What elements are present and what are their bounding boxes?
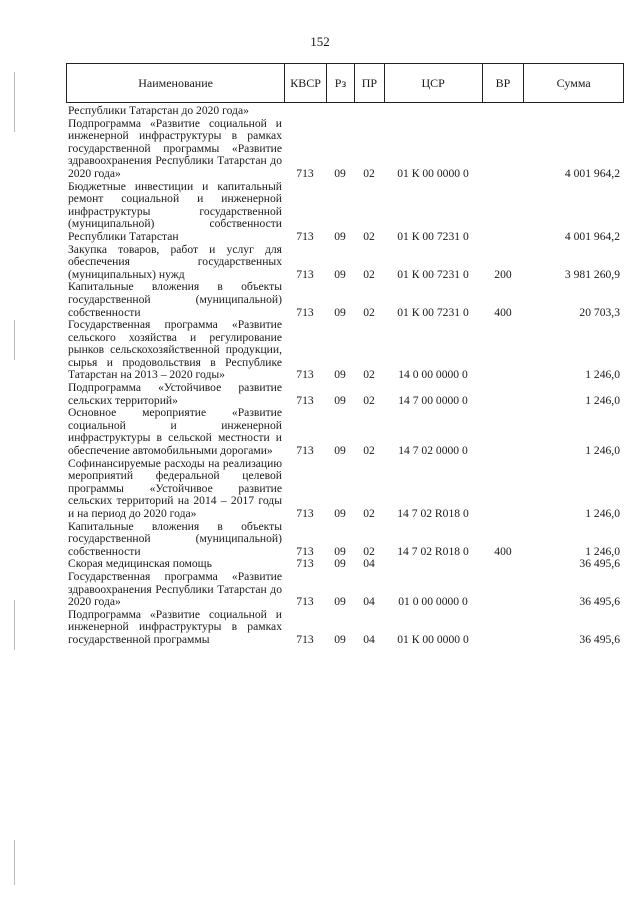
row-pr: 02 bbox=[363, 544, 375, 558]
header-vr: ВР bbox=[482, 64, 524, 102]
row-pr: 04 bbox=[363, 632, 375, 646]
row-vr: 200 bbox=[494, 267, 512, 281]
row-kvsr: 713 bbox=[296, 267, 314, 281]
row-name: Скорая медицинская помощь bbox=[68, 557, 212, 571]
table-row bbox=[66, 181, 624, 244]
row-sum: 1 246,0 bbox=[585, 368, 620, 382]
row-pr: 02 bbox=[363, 393, 375, 407]
row-pr: 04 bbox=[363, 595, 375, 609]
row-pr: 02 bbox=[363, 267, 375, 281]
table-row bbox=[66, 281, 624, 319]
header-sum: Сумма bbox=[523, 64, 623, 102]
row-rz: 09 bbox=[334, 544, 346, 558]
row-kvsr: 713 bbox=[296, 444, 314, 458]
row-kvsr: 713 bbox=[296, 595, 314, 609]
row-name: Подпрограмма «Развитие социальной и инженерной инфраструктуры в рамках государственной программы bbox=[68, 607, 282, 646]
row-kvsr: 713 bbox=[296, 393, 314, 407]
row-sum: 1 246,0 bbox=[585, 507, 620, 520]
header-rz: Рз bbox=[326, 64, 354, 102]
row-rz: 09 bbox=[334, 267, 346, 281]
table-row bbox=[66, 382, 624, 407]
row-csr: 01 К 00 7231 0 bbox=[397, 305, 469, 319]
scan-mark bbox=[14, 72, 15, 132]
row-sum: 36 495,6 bbox=[579, 557, 620, 571]
row-pr: 02 bbox=[363, 368, 375, 382]
row-kvsr: 713 bbox=[296, 544, 314, 558]
header-pr: ПР bbox=[354, 64, 384, 102]
header-csr: ЦСР bbox=[384, 64, 482, 102]
row-pr: 04 bbox=[363, 557, 375, 571]
row-csr: 01 К 00 0000 0 bbox=[397, 632, 469, 646]
table-row bbox=[66, 105, 624, 118]
row-csr: 14 7 02 R018 0 bbox=[397, 544, 469, 558]
row-kvsr: 713 bbox=[296, 305, 314, 319]
row-sum: 1 246,0 bbox=[585, 393, 620, 407]
row-pr: 02 bbox=[363, 229, 375, 243]
row-sum: 3 981 260,9 bbox=[564, 267, 620, 281]
row-name: Основное мероприятие «Развитие социальной и инженерной инфраструктуры в сельской местности и обеспечение автомобильными дорогами» bbox=[68, 406, 282, 458]
table-row bbox=[66, 244, 624, 282]
row-csr: 01 К 00 0000 0 bbox=[397, 166, 469, 180]
row-name: Подпрограмма «Развитие социальной и инженерной инфраструктуры в рамках государственной программы «Развитие здравоохранения Республики Татарстан до 2020 года» bbox=[68, 116, 282, 180]
row-kvsr: 713 bbox=[296, 632, 314, 646]
table-row bbox=[66, 609, 624, 647]
row-sum: 20 703,3 bbox=[579, 305, 620, 319]
table-header bbox=[66, 63, 624, 103]
header-kvsr: КВСР bbox=[284, 64, 326, 102]
table-row bbox=[66, 571, 624, 609]
row-rz: 09 bbox=[334, 305, 346, 319]
row-csr: 01 0 00 0000 0 bbox=[398, 595, 468, 609]
table-row bbox=[66, 407, 624, 457]
row-rz: 09 bbox=[334, 368, 346, 382]
row-pr: 02 bbox=[363, 166, 375, 180]
row-rz: 09 bbox=[334, 595, 346, 609]
row-kvsr: 713 bbox=[296, 166, 314, 180]
row-sum: 1 246,0 bbox=[585, 544, 620, 558]
row-name: Государственная программа «Развитие сельского хозяйства и регулирование рынков сельскохозяйственной продукции, сырья и продовольствия в Республике Татарстан на 2013 – 2020 годы» bbox=[68, 318, 282, 382]
row-csr: 14 7 02 0000 0 bbox=[398, 444, 468, 458]
row-name: Государственная программа «Развитие здравоохранения Республики Татарстан до 2020 года» bbox=[68, 569, 282, 609]
row-rz: 09 bbox=[334, 393, 346, 407]
scan-mark bbox=[14, 320, 15, 360]
row-name: Республики Татарстан до 2020 года» bbox=[68, 104, 249, 117]
row-rz: 09 bbox=[334, 444, 346, 458]
row-rz: 09 bbox=[334, 557, 346, 571]
row-pr: 02 bbox=[363, 305, 375, 319]
row-name: Капитальные вложения в объекты государственной (муниципальной) собственности bbox=[68, 280, 282, 319]
row-rz: 09 bbox=[334, 632, 346, 646]
scan-mark bbox=[14, 840, 15, 885]
row-vr: 400 bbox=[494, 305, 512, 319]
row-pr: 02 bbox=[363, 507, 375, 520]
row-name: Бюджетные инвестиции и капитальный ремонт социальной и инженерной инфраструктуры государственной (муниципальной) собственности Республики Татарстан bbox=[68, 179, 282, 243]
row-vr: 400 bbox=[494, 544, 512, 558]
row-kvsr: 713 bbox=[296, 368, 314, 382]
row-csr: 14 7 02 R018 0 bbox=[397, 507, 469, 520]
row-pr: 02 bbox=[363, 444, 375, 458]
table-row bbox=[66, 458, 624, 521]
row-kvsr: 713 bbox=[296, 557, 314, 571]
table-row bbox=[66, 319, 624, 382]
row-sum: 4 001 964,2 bbox=[564, 166, 620, 180]
row-kvsr: 713 bbox=[296, 507, 314, 520]
row-csr: 14 7 00 0000 0 bbox=[398, 393, 468, 407]
row-kvsr: 713 bbox=[296, 229, 314, 243]
row-sum: 1 246,0 bbox=[585, 444, 620, 458]
scan-mark bbox=[14, 600, 15, 650]
row-csr: 01 К 00 7231 0 bbox=[397, 267, 469, 281]
row-name: Закупка товаров, работ и услуг для обеспечения государственных (муниципальных) нужд bbox=[68, 242, 282, 281]
row-rz: 09 bbox=[334, 507, 346, 520]
row-sum: 36 495,6 bbox=[579, 595, 620, 609]
row-name: Капитальные вложения в объекты государственной (муниципальной) собственности bbox=[68, 519, 282, 558]
table-body bbox=[66, 105, 624, 647]
row-name: Подпрограмма «Устойчивое развитие сельских территорий» bbox=[68, 381, 282, 407]
row-name: Софинансируемые расходы на реализацию мероприятий федеральной целевой программы «Устойчивое развитие сельских территорий на 2014 – 2017 годы и на период до 2020 года» bbox=[68, 456, 282, 520]
page-number: 152 bbox=[310, 34, 330, 49]
table-row bbox=[66, 521, 624, 559]
row-sum: 36 495,6 bbox=[579, 632, 620, 646]
row-rz: 09 bbox=[334, 229, 346, 243]
table-row bbox=[66, 118, 624, 181]
header-name: Наименование bbox=[138, 75, 213, 90]
row-csr: 01 К 00 7231 0 bbox=[397, 229, 469, 243]
row-csr: 14 0 00 0000 0 bbox=[398, 368, 468, 382]
row-sum: 4 001 964,2 bbox=[564, 229, 620, 243]
row-rz: 09 bbox=[334, 166, 346, 180]
